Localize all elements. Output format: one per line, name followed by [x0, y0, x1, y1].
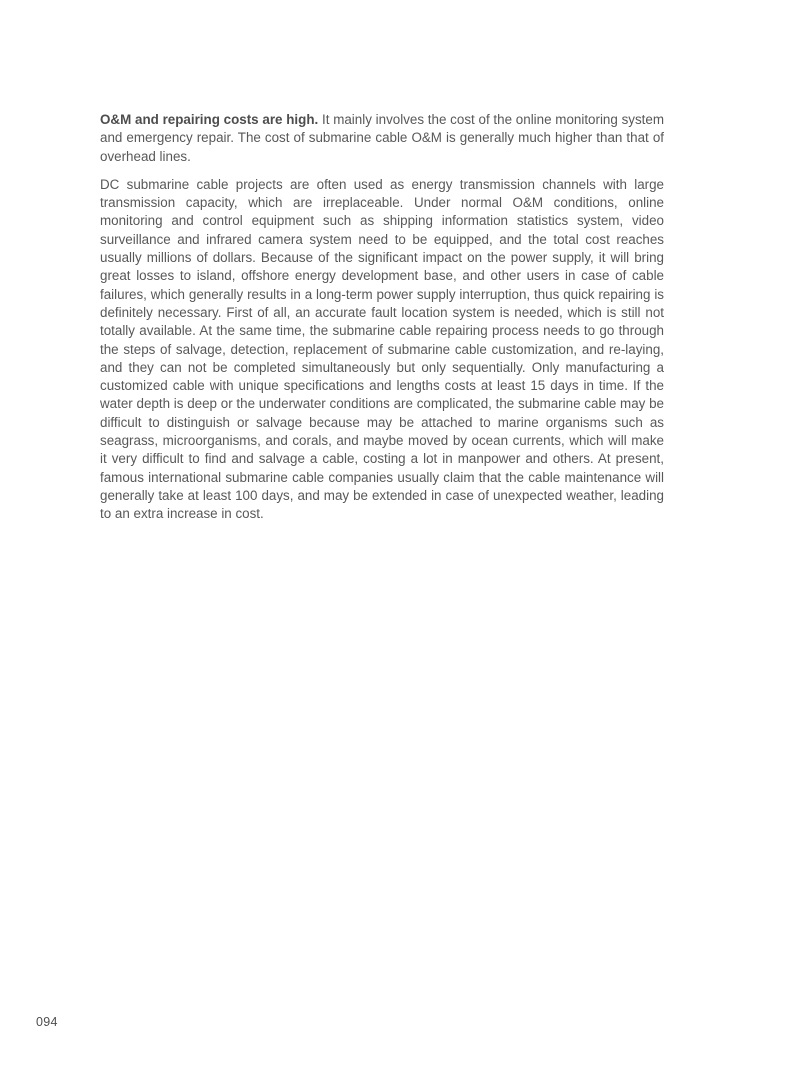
paragraph-body-text: It mainly involves the cost of the online monitoring system and emergency repair. The cost of submarine cable O&M is generally much higher than that of overhead lines. [100, 112, 665, 164]
text-column [100, 111, 664, 534]
paragraph-bold-lead: O&M and repairing costs are high. [100, 112, 319, 127]
paragraph-dc-submarine-cable: DC submarine cable projects are often used as energy transmission channels with large transmission capacity, which are irreplaceable. Under normal O&M conditions, online monitoring and control equipment such as shipping information statistics system, video surveillance and infrared camera system need to be equipped, and the total cost reaches usually millions of dollars. Because of the significant impact on the power supply, it will bring great losses to island, offshore energy development base, and other users in case of cable failures, which generally results in a long-term power supply interruption, thus quick repairing is definitely necessary. First of all, an accurate fault location system is needed, which is still not totally available. At the same time, the submarine cable repairing process needs to go through the steps of salvage, detection, replacement of submarine cable customization, and re-laying, and they can not be completed simultaneously but only sequentially. Only manufacturing a customized cable with unique specifications and lengths costs at least 15 days in time. If the water depth is deep or the underwater conditions are complicated, the submarine cable may be difficult to distinguish or salvage because may be attached to marine organisms such as seagrass, microorganisms, and corals, and maybe moved by ocean currents, which will make it very difficult to find and salvage a cable, costing a lot in manpower and others. At present, famous international submarine cable companies usually claim that the cable maintenance will generally take at least 100 days, and may be extended in case of unexpected weather, leading to an extra increase in cost. [100, 176, 664, 522]
page-number: 094 [36, 1015, 58, 1029]
paragraph-om-costs [100, 111, 664, 166]
